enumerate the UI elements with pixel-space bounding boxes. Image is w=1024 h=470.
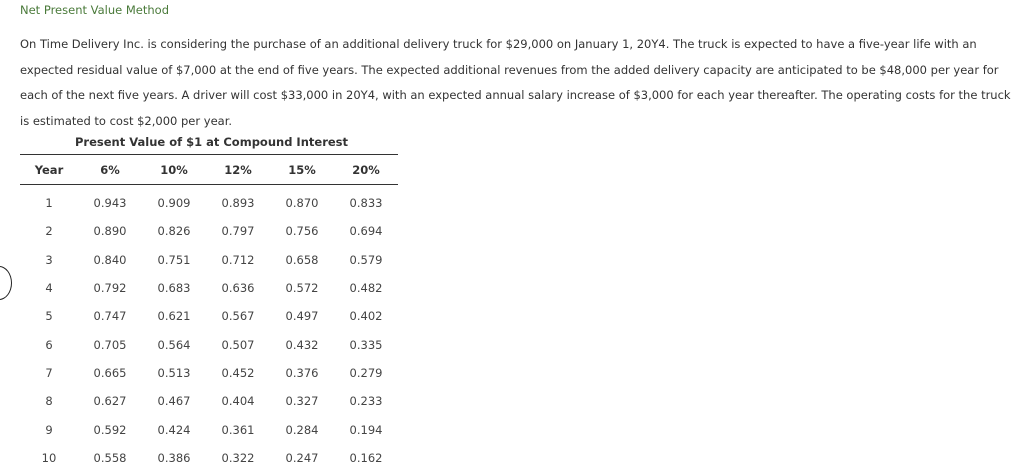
cell-value: 0.162	[349, 450, 383, 465]
cell-value: 0.893	[221, 196, 255, 211]
cell-value: 0.636	[221, 281, 255, 296]
cell-value: 0.327	[285, 394, 319, 409]
cell-value: 0.627	[93, 394, 127, 409]
cell-value: 0.683	[157, 281, 191, 296]
cell-year: 5	[45, 309, 53, 324]
cell-value: 0.513	[157, 365, 191, 380]
cell-value: 0.665	[93, 365, 127, 380]
header-rate-12: 12%	[206, 155, 270, 185]
header-year: Year	[20, 155, 78, 185]
cell-year: 7	[45, 365, 53, 380]
cell-value: 0.247	[285, 450, 319, 465]
cell-value: 0.712	[221, 252, 255, 267]
cell-value: 0.467	[157, 394, 191, 409]
cell-value: 0.747	[93, 309, 127, 324]
cell-value: 0.567	[221, 309, 255, 324]
cell-year: 3	[45, 252, 53, 267]
cell-value: 0.621	[157, 309, 191, 324]
problem-statement: On Time Delivery Inc. is considering the purchase of an additional delivery truck for $29,000 on January 1, 20Y4. The truck is expected to have a five-year life with an expected residual value of $7,000 at the end of five years. The expected additional revenues from the added delivery capacity are anticipated to be $48,000 per year for each of the next five years. A driver will cost $33,000 in 20Y4, with an expected annual salary increase of $3,000 for each year thereafter. The operating costs for the truck is estimated to cost $2,000 per year.	[20, 37, 1011, 128]
section-title: Net Present Value Method	[20, 3, 170, 17]
cell-value: 0.694	[349, 224, 383, 239]
header-rate-6: 6%	[78, 155, 142, 185]
cell-value: 0.507	[221, 337, 255, 352]
cell-value: 0.386	[157, 450, 191, 465]
cell-value: 0.335	[349, 337, 383, 352]
cell-year: 9	[45, 422, 53, 437]
cell-value: 0.279	[349, 365, 383, 380]
table-row	[20, 246, 398, 274]
cell-value: 0.322	[221, 450, 255, 465]
cell-value: 0.658	[285, 252, 319, 267]
cell-value: 0.797	[221, 224, 255, 239]
table-row	[20, 185, 398, 218]
cell-value: 0.572	[285, 281, 319, 296]
cell-value: 0.909	[157, 196, 191, 211]
cell-value: 0.424	[157, 422, 191, 437]
header-rate-15: 15%	[270, 155, 334, 185]
cell-value: 0.833	[349, 196, 383, 211]
cell-value: 0.482	[349, 281, 383, 296]
table-row	[20, 330, 398, 358]
cell-value: 0.826	[157, 224, 191, 239]
cell-year: 6	[45, 337, 53, 352]
present-value-table	[20, 154, 398, 470]
cell-value: 0.432	[285, 337, 319, 352]
cell-value: 0.284	[285, 422, 319, 437]
cell-value: 0.452	[221, 365, 255, 380]
cell-value: 0.579	[349, 252, 383, 267]
cell-value: 0.792	[93, 281, 127, 296]
cell-value: 0.705	[93, 337, 127, 352]
header-rate-20: 20%	[334, 155, 398, 185]
cell-value: 0.890	[93, 224, 127, 239]
header-rate-10: 10%	[142, 155, 206, 185]
partial-radio-icon[interactable]	[0, 266, 12, 300]
cell-year: 4	[45, 281, 53, 296]
cell-year: 2	[45, 224, 53, 239]
cell-value: 0.592	[93, 422, 127, 437]
table-row	[20, 387, 398, 415]
cell-value: 0.404	[221, 394, 255, 409]
cell-value: 0.756	[285, 224, 319, 239]
cell-value: 0.751	[157, 252, 191, 267]
cell-year: 8	[45, 394, 53, 409]
table-row	[20, 217, 398, 245]
table-caption: Present Value of $1 at Compound Interest	[75, 135, 349, 149]
table-row	[20, 444, 398, 470]
cell-value: 0.376	[285, 365, 319, 380]
cell-value: 0.361	[221, 422, 255, 437]
table-row	[20, 415, 398, 443]
cell-year: 1	[45, 196, 53, 211]
present-value-table-container	[20, 134, 398, 470]
cell-value: 0.564	[157, 337, 191, 352]
table-row	[20, 274, 398, 302]
cell-year: 10	[41, 450, 57, 465]
cell-value: 0.497	[285, 309, 319, 324]
cell-value: 0.840	[93, 252, 127, 267]
table-row	[20, 302, 398, 330]
table-header-row	[20, 155, 398, 185]
cell-value: 0.194	[349, 422, 383, 437]
cell-value: 0.943	[93, 196, 127, 211]
cell-value: 0.870	[285, 196, 319, 211]
cell-value: 0.558	[93, 450, 127, 465]
cell-value: 0.402	[349, 309, 383, 324]
cell-value: 0.233	[349, 394, 383, 409]
table-row	[20, 359, 398, 387]
